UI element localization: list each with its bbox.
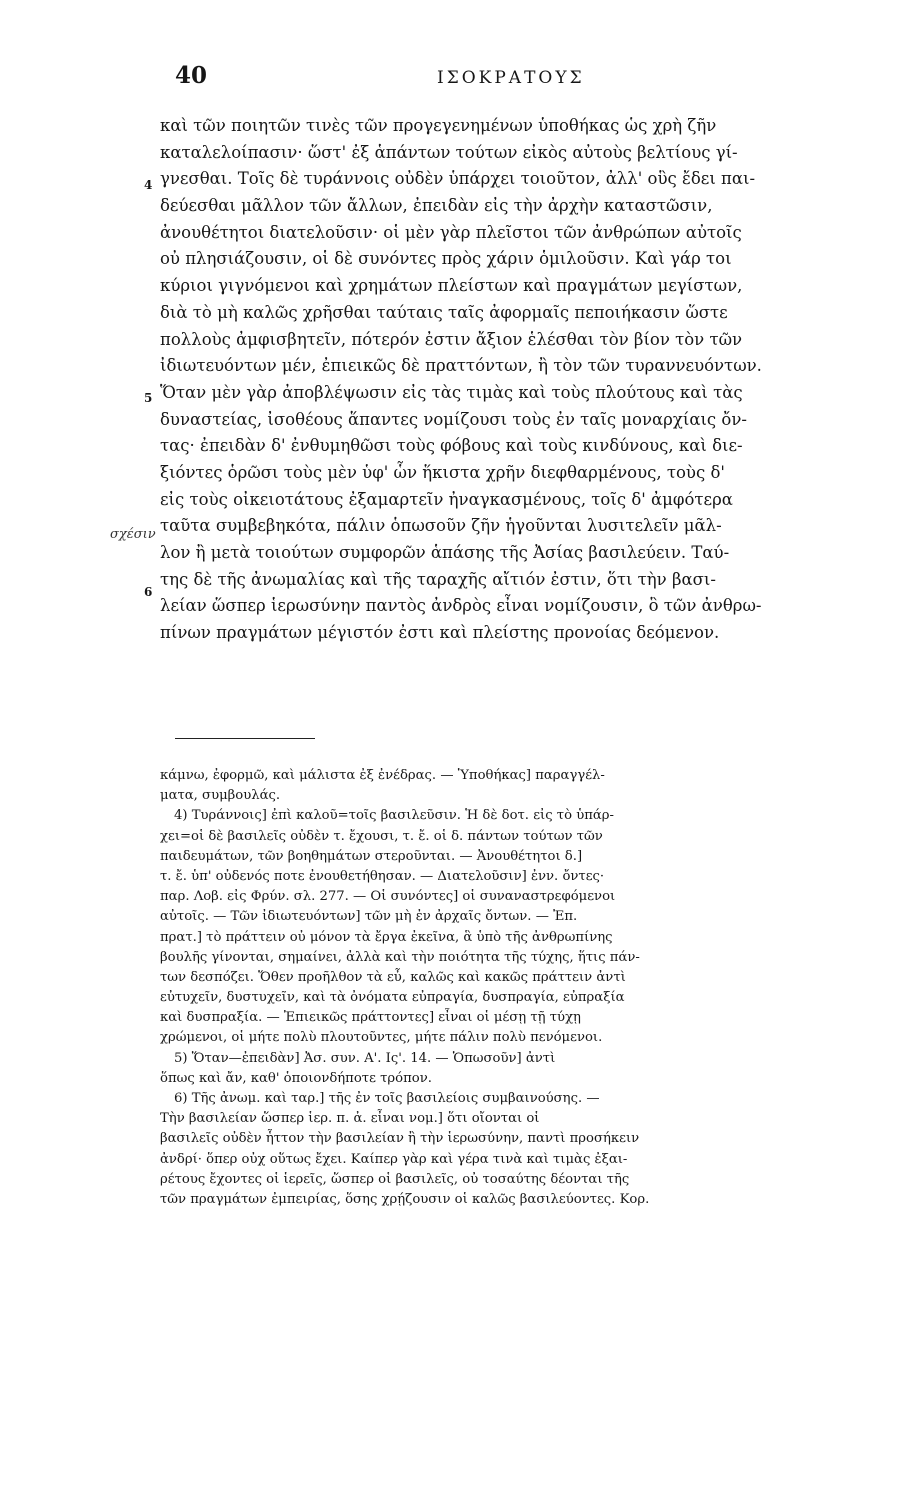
note-line: τῶν πραγμάτων ἐμπειρίας, ὅσης χρῄζουσιν οἱ καλῶς βασιλεύοντες. Κορ. [160, 1191, 650, 1207]
margin-note: σχέσιν [110, 527, 156, 542]
text-line: ἰδιωτευόντων μέν, ἐπιεικῶς δὲ πραττόντων, ἢ τὸν τῶν τυραννευόντων. [160, 356, 762, 376]
text-line: διὰ τὸ μὴ καλῶς χρῆσθαι ταύταις ταῖς ἀφορμαῖς πεποιήκασιν ὥστε [160, 302, 728, 322]
text-line: ταῦτα συμβεβηκότα, πάλιν ὁπωσοῦν ζῆν ἡγοῦνται λυσιτελεῖν μᾶλ- [160, 516, 722, 536]
text-line: δεύεσθαι μᾶλλον τῶν ἄλλων, ἐπειδὰν εἰς τὴν ἀρχὴν καταστῶσιν, [160, 196, 713, 216]
running-title: ΙΣΟΚΡΑΤΟΥΣ [437, 68, 585, 88]
note-line: των δεσπόζει. Ὅθεν προῆλθον τὰ εὖ, καλῶς καὶ κακῶς πράττειν ἀντὶ [160, 969, 626, 985]
section-number: 4 [144, 178, 153, 192]
note-line: ὅπως καὶ ἄν, καθ' ὁποιονδήποτε τρόπον. [160, 1070, 432, 1086]
page-number: 40 [175, 62, 208, 89]
footnotes [160, 766, 885, 1210]
note-line: κάμνω, ἐφορμῶ, καὶ μάλιστα ἐξ ἐνέδρας. — Ὑποθήκας] παραγγέλ- [160, 768, 605, 783]
note-line: παρ. Λοβ. εἰς Φρύν. σλ. 277. — Οἱ συνόντες] οἱ συναναστρεφόμενοι [160, 889, 616, 905]
section-number: 6 [144, 585, 153, 599]
text-line: πολλοὺς ἀμφισβητεῖν, πότερόν ἐστιν ἄξιον ἑλέσθαι τὸν βίον τὸν τῶν [160, 329, 743, 349]
note-line: 6) Τῆς ἀνωμ. καὶ ταρ.] τῆς ἐν τοῖς βασιλείοις συμβαινούσης. — [174, 1091, 600, 1106]
main-text [160, 113, 890, 647]
text-line: εἰς τοὺς οἰκειοτάτους ἐξαμαρτεῖν ἠναγκασμένους, τοῖς δ' ἀμφότερα [160, 489, 733, 509]
text-line: Ὅταν μὲν γὰρ ἀποβλέψωσιν εἰς τὰς τιμὰς καὶ τοὺς πλούτους καὶ τὰς [160, 382, 743, 402]
note-line: ἀνδρί· ὅπερ οὐχ οὕτως ἔχει. Καίπερ γὰρ καὶ γέρα τινὰ καὶ τιμὰς ἐξαι- [160, 1151, 628, 1167]
note-line: τ. ἔ. ὑπ' οὐδενός ποτε ἐνουθετήθησαν. — Διατελοῦσιν] ἐνν. ὄντες· [160, 868, 605, 884]
text-line: καὶ τῶν ποιητῶν τινὲς τῶν προγεγενημένων ὑποθήκας ὡς χρὴ ζῆν [160, 116, 717, 135]
note-line: 5) Ὅταν—ἐπειδὰν] Ἀσ. συν. Α'. Ις'. 14. — Ὁπωσοῦν] ἀντὶ [174, 1050, 556, 1066]
page-header [175, 62, 875, 96]
text-line: δυναστείας, ἰσοθέους ἅπαντες νομίζουσι τοὺς ἐν ταῖς μοναρχίαις ὄν- [160, 409, 747, 429]
section-number: 5 [144, 391, 153, 405]
note-line: ματα, συμβουλάς. [160, 788, 281, 804]
text-line: τας· ἐπειδὰν δ' ἐνθυμηθῶσι τοὺς φόβους καὶ τοὺς κινδύνους, καὶ διε- [160, 436, 743, 456]
text-line: καταλελοίπασιν· ὥστ' ἐξ ἁπάντων τούτων εἰκὸς αὐτοὺς βελτίους γί- [160, 142, 738, 162]
note-line: παιδευμάτων, τῶν βοηθημάτων στεροῦνται. — Ἀνουθέτητοι δ.] [160, 848, 583, 864]
note-line: βουλῆς γίνονται, σημαίνει, ἀλλὰ καὶ τὴν ποιότητα τῆς τύχης, ἥτις πάν- [160, 949, 640, 965]
footnote-divider [175, 738, 315, 739]
text-line: κύριοι γιγνόμενοι καὶ χρημάτων πλείστων καὶ πραγμάτων μεγίστων, [160, 276, 743, 296]
text-line: λον ἢ μετὰ τοιούτων συμφορῶν ἁπάσης τῆς Ἀσίας βασιλεύειν. Ταύ- [160, 543, 730, 562]
text-line: γνεσθαι. Τοῖς δὲ τυράννοις οὐδὲν ὑπάρχει τοιοῦτον, ἀλλ' οὓς ἔδει παι- [160, 169, 756, 189]
note-line: καὶ δυσπραξία. — Ἐπιεικῶς πράττοντες] εἶναι οἱ μέσῃ τῇ τύχῃ [160, 1010, 581, 1026]
text-line: της δὲ τῆς ἀνωμαλίας καὶ τῆς ταραχῆς αἴτιόν ἐστιν, ὅτι τὴν βασι- [160, 569, 716, 589]
note-line: αὐτοῖς. — Τῶν ἰδιωτευόντων] τῶν μὴ ἐν ἀρχαῖς ὄντων. — Ἐπ. [160, 909, 578, 925]
text-line: λείαν ὥσπερ ἱερωσύνην παντὸς ἀνδρὸς εἶναι νομίζουσιν, ὃ τῶν ἀνθρω- [160, 596, 762, 616]
note-line: Τὴν βασιλείαν ὥσπερ ἱερ. π. ἀ. εἶναι νομ.] ὅτι οἴονται οἱ [160, 1111, 540, 1127]
note-line: εὐτυχεῖν, δυστυχεῖν, καὶ τὰ ὀνόματα εὐπραγία, δυσπραγία, εὐπραξία [160, 990, 625, 1006]
note-line: ρέτους ἔχοντες οἱ ἱερεῖς, ὥσπερ οἱ βασιλεῖς, οὐ τοσαύτης δέονται τῆς [160, 1171, 630, 1187]
text-line: πίνων πραγμάτων μέγιστόν ἐστι καὶ πλείστης προνοίας δεόμενον. [160, 623, 720, 643]
note-line: πρατ.] τὸ πράττειν οὐ μόνον τὰ ἔργα ἐκεῖνα, ἃ ὑπὸ τῆς ἀνθρωπίνης [160, 929, 613, 945]
note-line: χει=οἱ δὲ βασιλεῖς οὐδὲν τ. ἔχουσι, τ. ἔ. οἱ δ. πάντων τούτων τῶν [160, 828, 603, 844]
text-line: ξιόντες ὁρῶσι τοὺς μὲν ὑφ' ὧν ἥκιστα χρῆν διεφθαρμένους, τοὺς δ' [160, 462, 725, 482]
note-line: 4) Τυράννοις] ἐπὶ καλοῦ=τοῖς βασιλεῦσιν. Ἡ δὲ δοτ. εἰς τὸ ὑπάρ- [174, 808, 614, 824]
text-line: οὐ πλησιάζουσιν, οἱ δὲ συνόντες πρὸς χάριν ὁμιλοῦσιν. Καὶ γάρ τοι [160, 249, 732, 269]
note-line: βασιλεῖς οὐδὲν ἧττον τὴν βασιλείαν ἢ τὴν ἱερωσύνην, παντὶ προσήκειν [160, 1131, 640, 1147]
text-line: ἀνουθέτητοι διατελοῦσιν· οἱ μὲν γὰρ πλεῖστοι τῶν ἀνθρώπων αὐτοῖς [160, 222, 742, 242]
note-line: χρώμενοι, οἱ μήτε πολὺ πλουτοῦντες, μήτε πάλιν πολὺ πενόμενοι. [160, 1030, 603, 1046]
